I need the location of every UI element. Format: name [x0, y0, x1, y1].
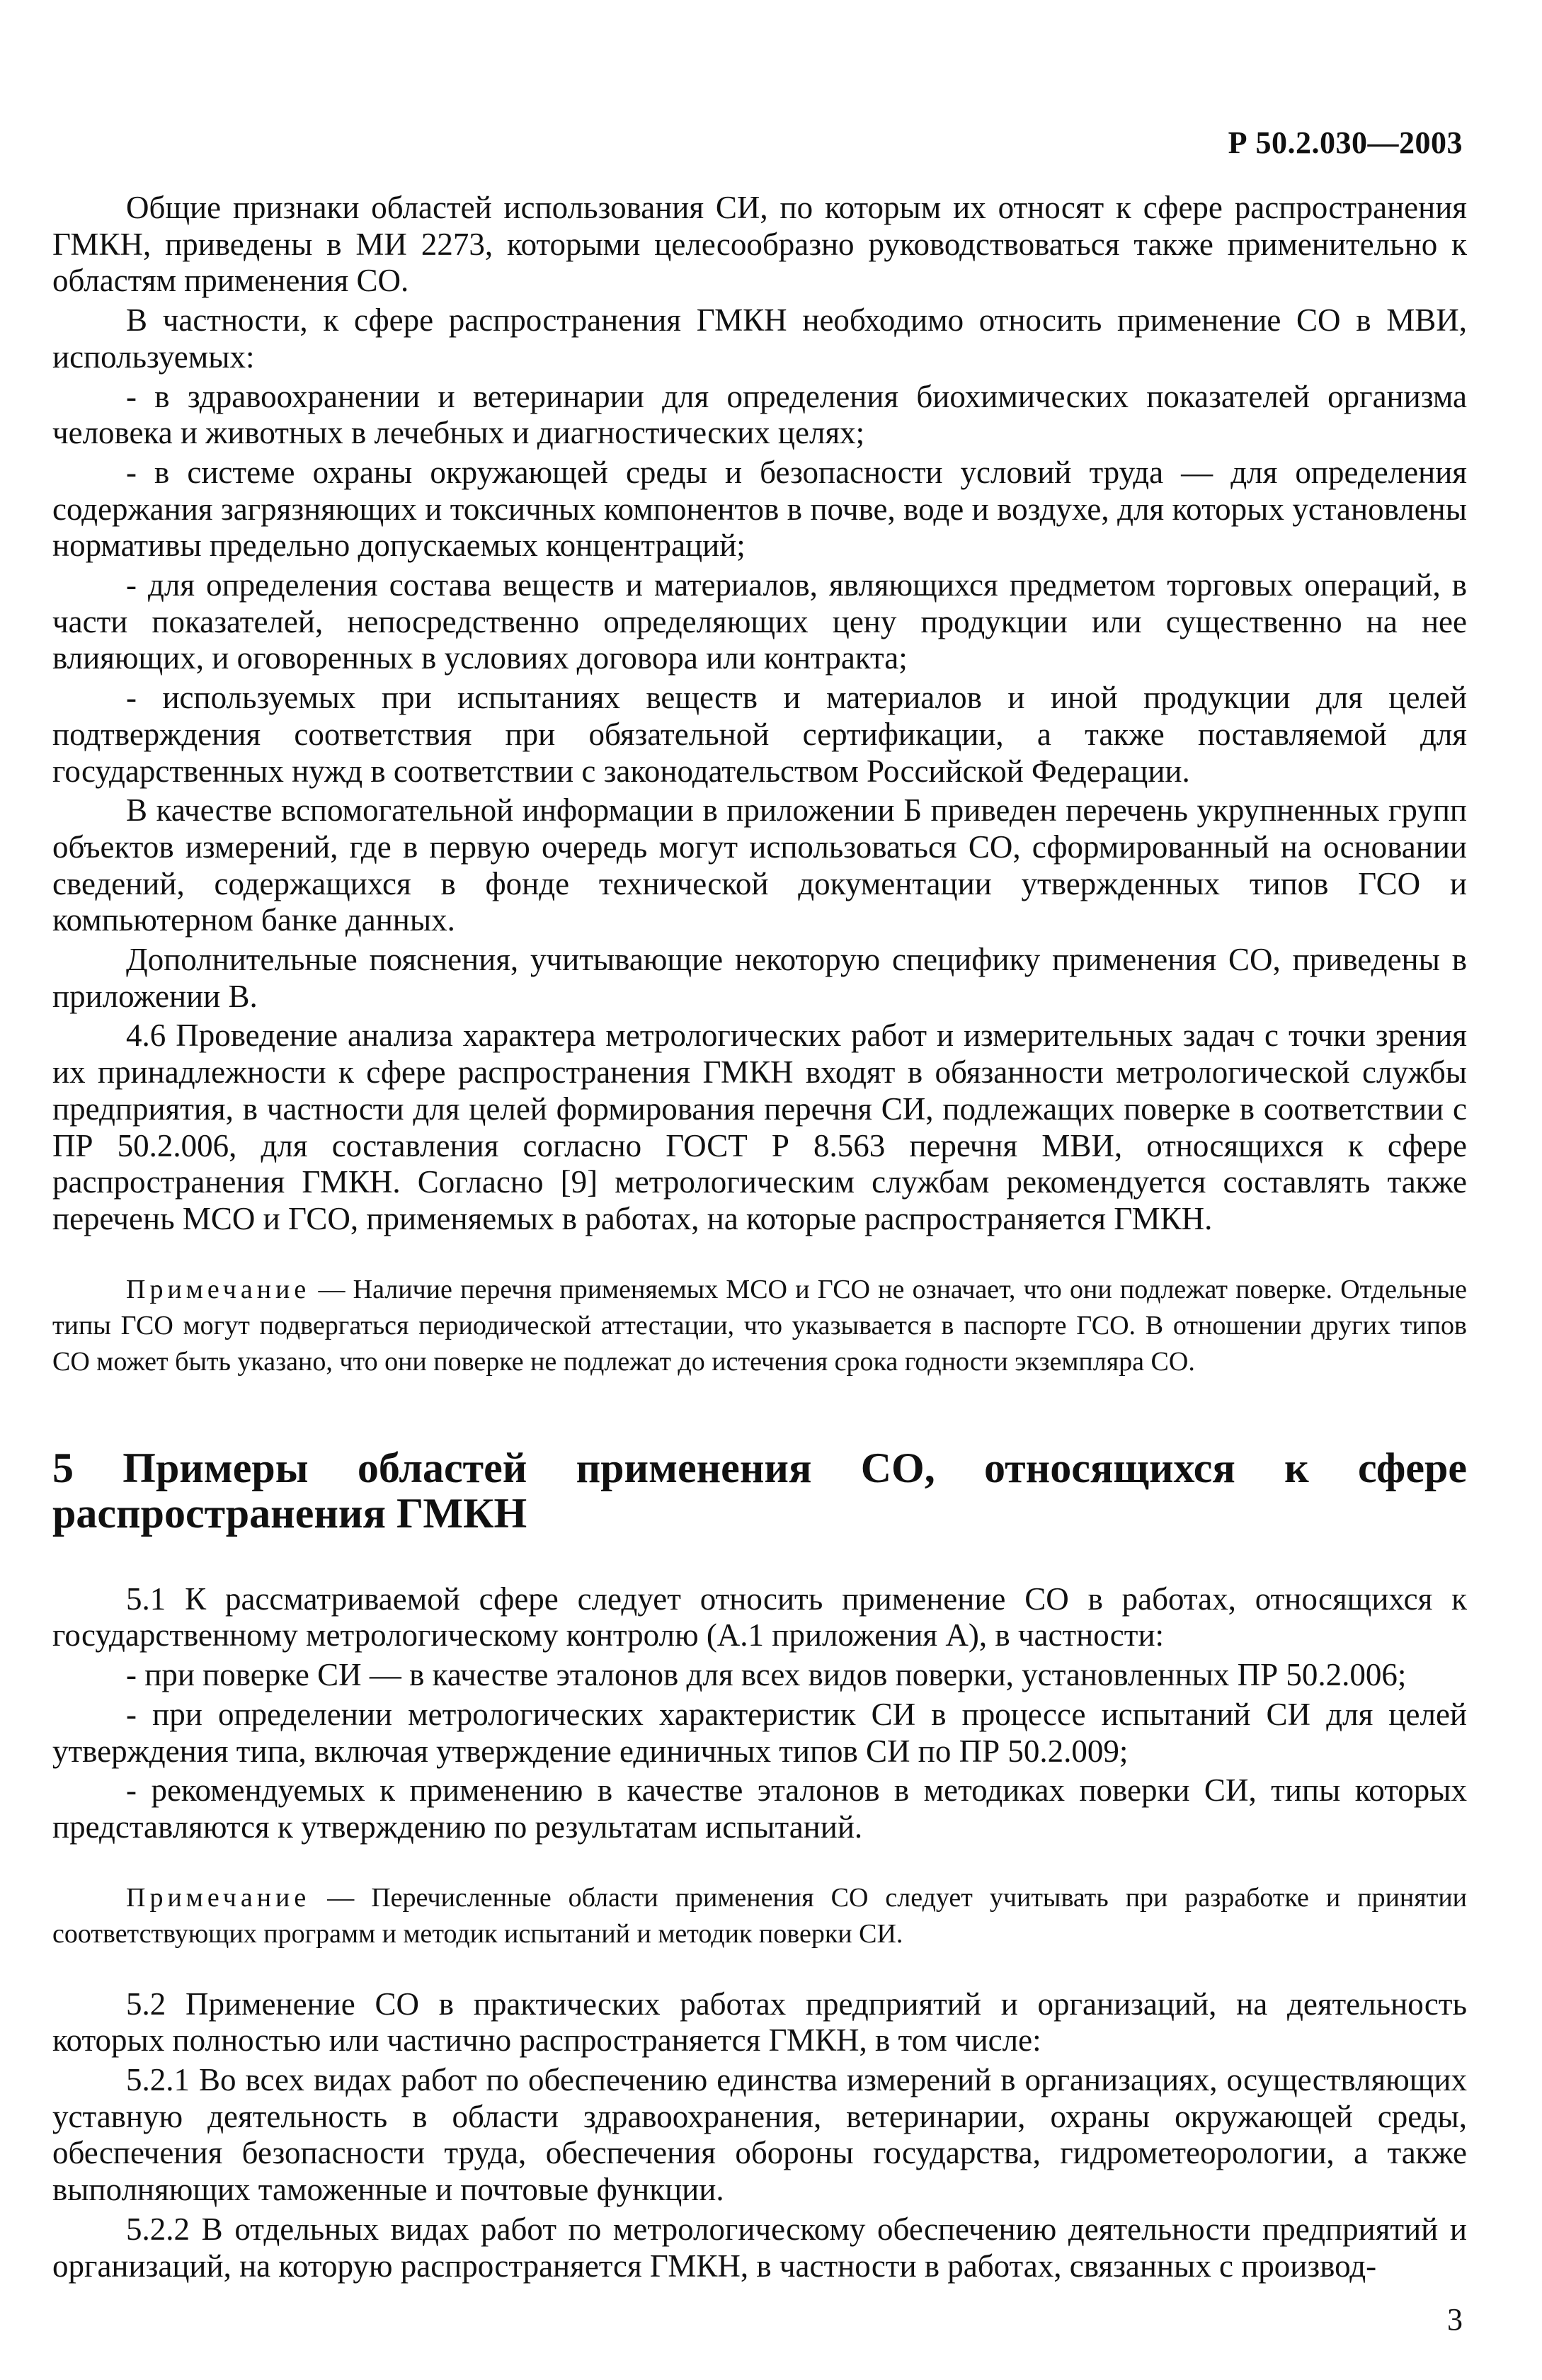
note — [52, 1880, 1467, 1952]
paragraph-5-2-1: 5.2.1 Во всех видах работ по обеспечению единства измерений в организациях, осуществляющих уставную деятельность в области здравоохранения, ветеринарии, охраны окружающей среды, обеспечения безопасности труда, обеспечения обороны государства, гидрометеорологии, а также выполняющих таможенные и почтовые функции. — [52, 2062, 1467, 2208]
list-item: - при поверке СИ — в качестве эталонов для всех видов поверки, установленных ПР 50.2.006; — [126, 1657, 1407, 1693]
list-item: - для определения состава веществ и материалов, являющихся предметом торговых операций, в части показателей, непосредственно определяющих цену продукции или существенно на нее влияющих, и оговоренных в условиях договора или контракта; — [52, 567, 1467, 676]
page-content — [52, 190, 1467, 2287]
note-label: Примечание — [126, 1882, 311, 1913]
page-number: 3 — [1447, 2302, 1463, 2337]
list-item: - используемых при испытаниях веществ и материалов и иной продукции для целей подтверждения соответствия при обязательной сертификации, а также поставляемой для государственных нужд в соответствии с законодательством Российской Федерации. — [52, 680, 1467, 789]
list-item: - в системе охраны окружающей среды и безопасности условий труда — для определения содержания загрязняющих и токсичных компонентов в почве, воде и воздухе, для которых установлены нормативы предельно допускаемых концентраций; — [52, 454, 1467, 564]
paragraph-4-6: 4.6 Проведение анализа характера метрологических работ и измерительных задач с точки зрения их принадлежности к сфере распространения ГМКН входят в обязанности метрологической службы предприятия, в частности для целей формирования перечня СИ, подлежащих поверке в соответствии с ПР 50.2.006, для составления согласно ГОСТ Р 8.563 перечня МВИ, относящихся к сфере распространения ГМКН. Согласно [9] метрологическим службам рекомендуется составлять также перечень МСО и ГСО, применяемых в работах, на которые распространяется ГМКН. — [52, 1018, 1467, 1236]
list-item: - рекомендуемых к применению в качестве эталонов в методиках поверки СИ, типы которых представляются к утверждению по результатам испытаний. — [52, 1772, 1467, 1845]
note-text: — Наличие перечня применяемых МСО и ГСО не означает, что они подлежат поверке. Отдельные типы ГСО могут подвергаться периодической аттестации, что указывается в паспорте ГСО. В отношении других типов СО может быть указано, что они поверке не подлежат до истечения срока годности экземпляра СО. — [52, 1274, 1467, 1377]
note-label: Примечание — [126, 1274, 311, 1304]
paragraph-5-2-2: 5.2.2 В отдельных видах работ по метрологическому обеспечению деятельности предприятий и организаций, на которую распространяется ГМКН, в частности в работах, связанных с производ- — [52, 2211, 1467, 2284]
paragraph: Общие признаки областей использования СИ, по которым их относят к сфере распространения ГМКН, приведены в МИ 2273, которыми целесообразно руководствоваться также применительно к областям применения СО. — [52, 190, 1467, 299]
paragraph: В качестве вспомогательной информации в приложении Б приведен перечень укрупненных групп объектов измерений, где в первую очередь могут использоваться СО, сформированный на основании сведений, содержащихся в фонде технической документации утвержденных типов ГСО и компьютерном банке данных. — [52, 792, 1467, 938]
list-item: - в здравоохранении и ветеринарии для определения биохимических показателей организма человека и животных в лечебных и диагностических целях; — [52, 378, 1467, 451]
section-heading: 5 Примеры областей применения СО, относящихся к сфере распространения ГМКН — [52, 1444, 1467, 1537]
paragraph-5-1: 5.1 К рассматриваемой сфере следует относить применение СО в работах, относящихся к государственному метрологическому контролю (А.1 приложения А), в частности: — [52, 1581, 1467, 1653]
document-code: Р 50.2.030—2003 — [1228, 125, 1463, 160]
note-text: — Перечисленные области применения СО следует учитывать при разработке и принятии соответствующих программ и методик испытаний и методик поверки СИ. — [52, 1882, 1467, 1949]
note — [52, 1272, 1467, 1380]
list-item: - при определении метрологических характеристик СИ в процессе испытаний СИ для целей утверждения типа, включая утверждение единичных типов СИ по ПР 50.2.009; — [52, 1696, 1467, 1769]
paragraph: В частности, к сфере распространения ГМКН необходимо относить применение СО в МВИ, используемых: — [52, 302, 1467, 375]
paragraph: Дополнительные пояснения, учитывающие некоторую специфику применения СО, приведены в приложении В. — [52, 942, 1467, 1014]
paragraph-5-2: 5.2 Применение СО в практических работах предприятий и организаций, на деятельность которых полностью или частично распространяется ГМКН, в том числе: — [52, 1986, 1467, 2059]
